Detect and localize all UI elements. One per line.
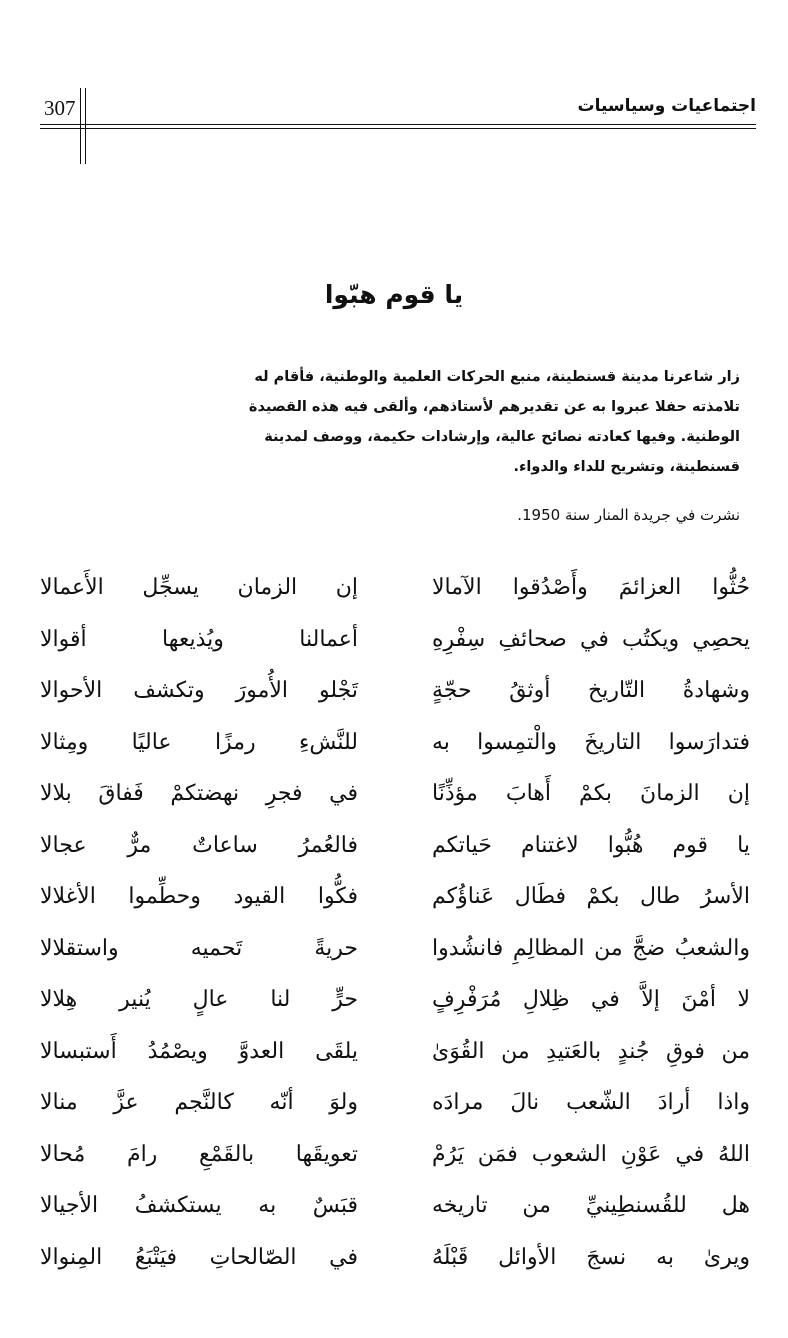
verse [40,980,750,1032]
intro-line: الوطنية. وفيها كعادته نصائح عالية، وإرشادات حكيمة، ووصف لمدينة [264,429,740,445]
second-hemistich: قبَسٌ به يستكشفُ الأجيالا [40,1193,358,1218]
poem-title: يا قوم هبّوا [324,280,464,309]
running-head: اجتماعيات وسياسيات [577,96,756,116]
second-hemistich: في فجرِ نهضتكمْ فَفاقَ بلالا [40,781,358,806]
first-hemistich: لا أمْنَ إلاَّ في ظِلالِ مُرَفْرِفٍ [432,987,750,1012]
first-hemistich: ويرىٰ به نسجَ الأوائل قَبْلَهُ [432,1244,750,1270]
second-hemistich: حريةً تَحميه واستقلالا [40,935,358,961]
first-hemistich: فتدارَسوا التاريخَ والْتمِسوا به [432,729,750,755]
second-hemistich: ولوَ أنّه كالنَّجم عزَّ منالا [40,1090,358,1115]
verse [40,826,750,878]
poem-body [40,568,750,1289]
second-hemistich: حرٍّ لنا عالٍ يُنير هِلالا [40,987,358,1012]
header-divider-right [85,88,86,164]
verse [40,929,750,981]
verse [40,774,750,826]
verse [40,568,750,620]
second-hemistich: إن الزمان يسجِّل الأَعمالا [40,575,358,600]
second-hemistich: تَجْلو الأُمورَ وتكشف الأحوالا [40,678,358,703]
second-hemistich: يلقَى العدوَّ ويصْمُدُ أَستبسالا [40,1038,358,1064]
second-hemistich: فكُّوا القيود وحطِّموا الأغلالا [40,884,358,909]
first-hemistich: وشهادةُ التّاريخ أوثقُ حجّةٍ [432,678,750,703]
first-hemistich: والشعبُ ضجَّ من المظالِمِ فانشُدوا [432,935,750,961]
second-hemistich: فالعُمرُ ساعاتٌ مرٌّ عجالا [40,832,358,858]
running-header [40,92,756,132]
verse [40,1032,750,1084]
verse [40,723,750,775]
verse [40,1186,750,1238]
verse [40,877,750,929]
verse [40,1083,750,1135]
first-hemistich: حُثُّوا العزائمَ وأَصْدُقوا الآمالا [432,575,750,600]
first-hemistich: اللهُ في عَوْنِ الشعوب فمَن يَرُمْ [432,1141,750,1167]
header-divider-left [80,88,81,164]
first-hemistich: واذا أرادَ الشّعب نالَ مرادَه [432,1090,750,1115]
first-hemistich: من فوقِ جُندٍ بالعَتيدِ من القُوَىٰ [432,1038,750,1064]
first-hemistich: إن الزمانَ بكمْ أَهابَ مؤذِّنًا [432,781,750,806]
verse [40,620,750,672]
first-hemistich: يا قوم هُبُّوا لاغتنام حَياتكم [432,832,750,858]
verse [40,671,750,723]
intro-line: تلامذته حفلا عبروا به عن تقديرهم لأستاذهم، وألقى فيه هذه القصيدة [248,399,740,415]
second-hemistich: للنَّشءِ رمزًا عاليًا ومِثالا [40,729,358,755]
verse [40,1135,750,1187]
first-hemistich: يحصِي ويكتُب في صحائفِ سِفْرِهِ [432,626,750,652]
second-hemistich: أعمالنا ويُذيعها أقوالا [40,626,358,652]
first-hemistich: الأسرُ طال بكمْ فطَال عَناؤُكم [432,884,750,909]
header-rule-bottom [40,128,756,129]
page-number: 307 [44,96,76,120]
verse [40,1238,750,1290]
second-hemistich: تعويقَها بالقَمْعِ رامَ مُحالا [40,1141,358,1167]
intro-paragraph [48,362,740,482]
intro-line: قسنطينة، وتشريح للداء والدواء. [513,459,740,475]
header-rule-top [40,124,756,125]
publication-note: نشرت في جريدة المنار سنة 1950. [517,506,740,524]
intro-line: زار شاعرنا مدينة قسنطينة، منبع الحركات العلمية والوطنية، فأقام له [254,369,740,385]
second-hemistich: في الصّالحاتِ فيَتْبَعُ المِنوالا [40,1244,358,1270]
first-hemistich: هل للقُسنطِينيِّ من تاريخه [432,1193,750,1218]
